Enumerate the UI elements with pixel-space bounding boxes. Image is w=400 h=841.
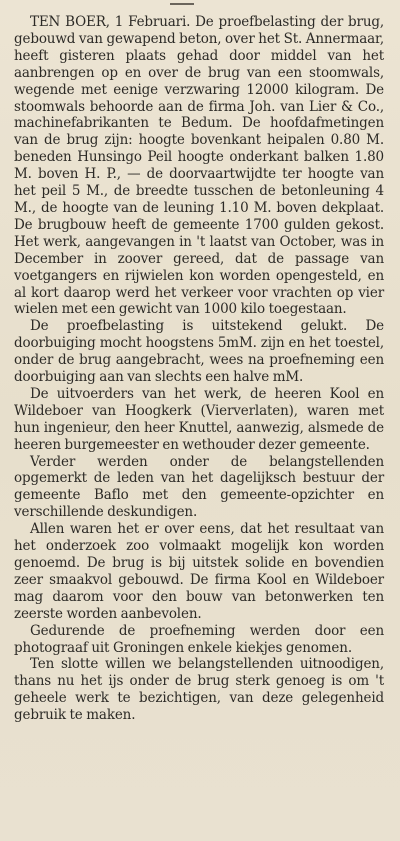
column-divider-rule: [170, 3, 194, 5]
article-paragraph-3: De uitvoerders van het werk, de heeren Kool en Wildeboer van Hoogkerk (Vierverlaten), waren met hun ingenieur, den heer Knuttel, aanwezig, alsmede de heeren burgemeester en wethouder dezer gemeente.: [14, 385, 384, 453]
article-paragraph-2: De proefbelasting is uitstekend gelukt. De doorbuiging mocht hoogstens 5mM. zijn en het toestel, onder de brug aangebracht, wees na proefneming een doorbuiging aan van slechts een halve mM.: [14, 318, 384, 386]
article-paragraph-7: Ten slotte willen we belangstellenden uitnoodigen, thans nu het ijs onder de brug sterk genoeg is om 't geheele werk te bezichtigen, van deze gelegenheid gebruik te maken.: [14, 656, 384, 724]
article-paragraph-4: Verder werden onder de belangstellenden opgemerkt de leden van het dagelijksch bestuur der gemeente Baflo met den gemeente-opzichter en verschillende deskundigen.: [14, 453, 384, 521]
article-paragraph-6: Gedurende de proefneming werden door een photograaf uit Groningen enkele kiekjes genomen.: [14, 622, 384, 656]
article-body: [14, 14, 384, 724]
article-paragraph-5: Allen waren het er over eens, dat het resultaat van het onderzoek zoo volmaakt mogelijk kon worden genoemd. De brug is bij uitstek solide en bovendien zeer smaakvol gebouwd. De firma Kool en Wildeboer mag daarom voor den bouw van betonwerken ten zeerste worden aanbevolen.: [14, 521, 384, 622]
article-paragraph-1: TEN BOER, 1 Februari. De proefbelasting der brug, gebouwd van gewapend beton, over het St. Annermaar, heeft gisteren plaats gehad door middel van het aanbrengen op en over de brug van een stoomwals, wegende met eenige verzwaring 12000 kilogram. De stoomwals behoorde aan de firma Joh. van Lier & Co., machinefabrikanten te Bedum. De hoofdafmetingen van de brug zijn: hoogte bovenkant heipalen 0.80 M. beneden Hunsingo Peil hoogte onderkant balken 1.80 M. boven H. P., — de doorvaartwijdte ter hoogte van het peil 5 M., de breedte tusschen de betonleuning 4 M., de hoogte van de leuning 1.10 M. boven dekplaat. De brugbouw heeft de gemeente 1700 gulden gekost. Het werk, aangevangen in 't laatst van October, was in December in zoover gereed, dat de passage van voetgangers en rijwielen kon worden opengesteld, en al kort daarop werd het verkeer voor vrachten op vier wielen met een gewicht van 1000 kilo toegestaan.: [14, 14, 384, 318]
